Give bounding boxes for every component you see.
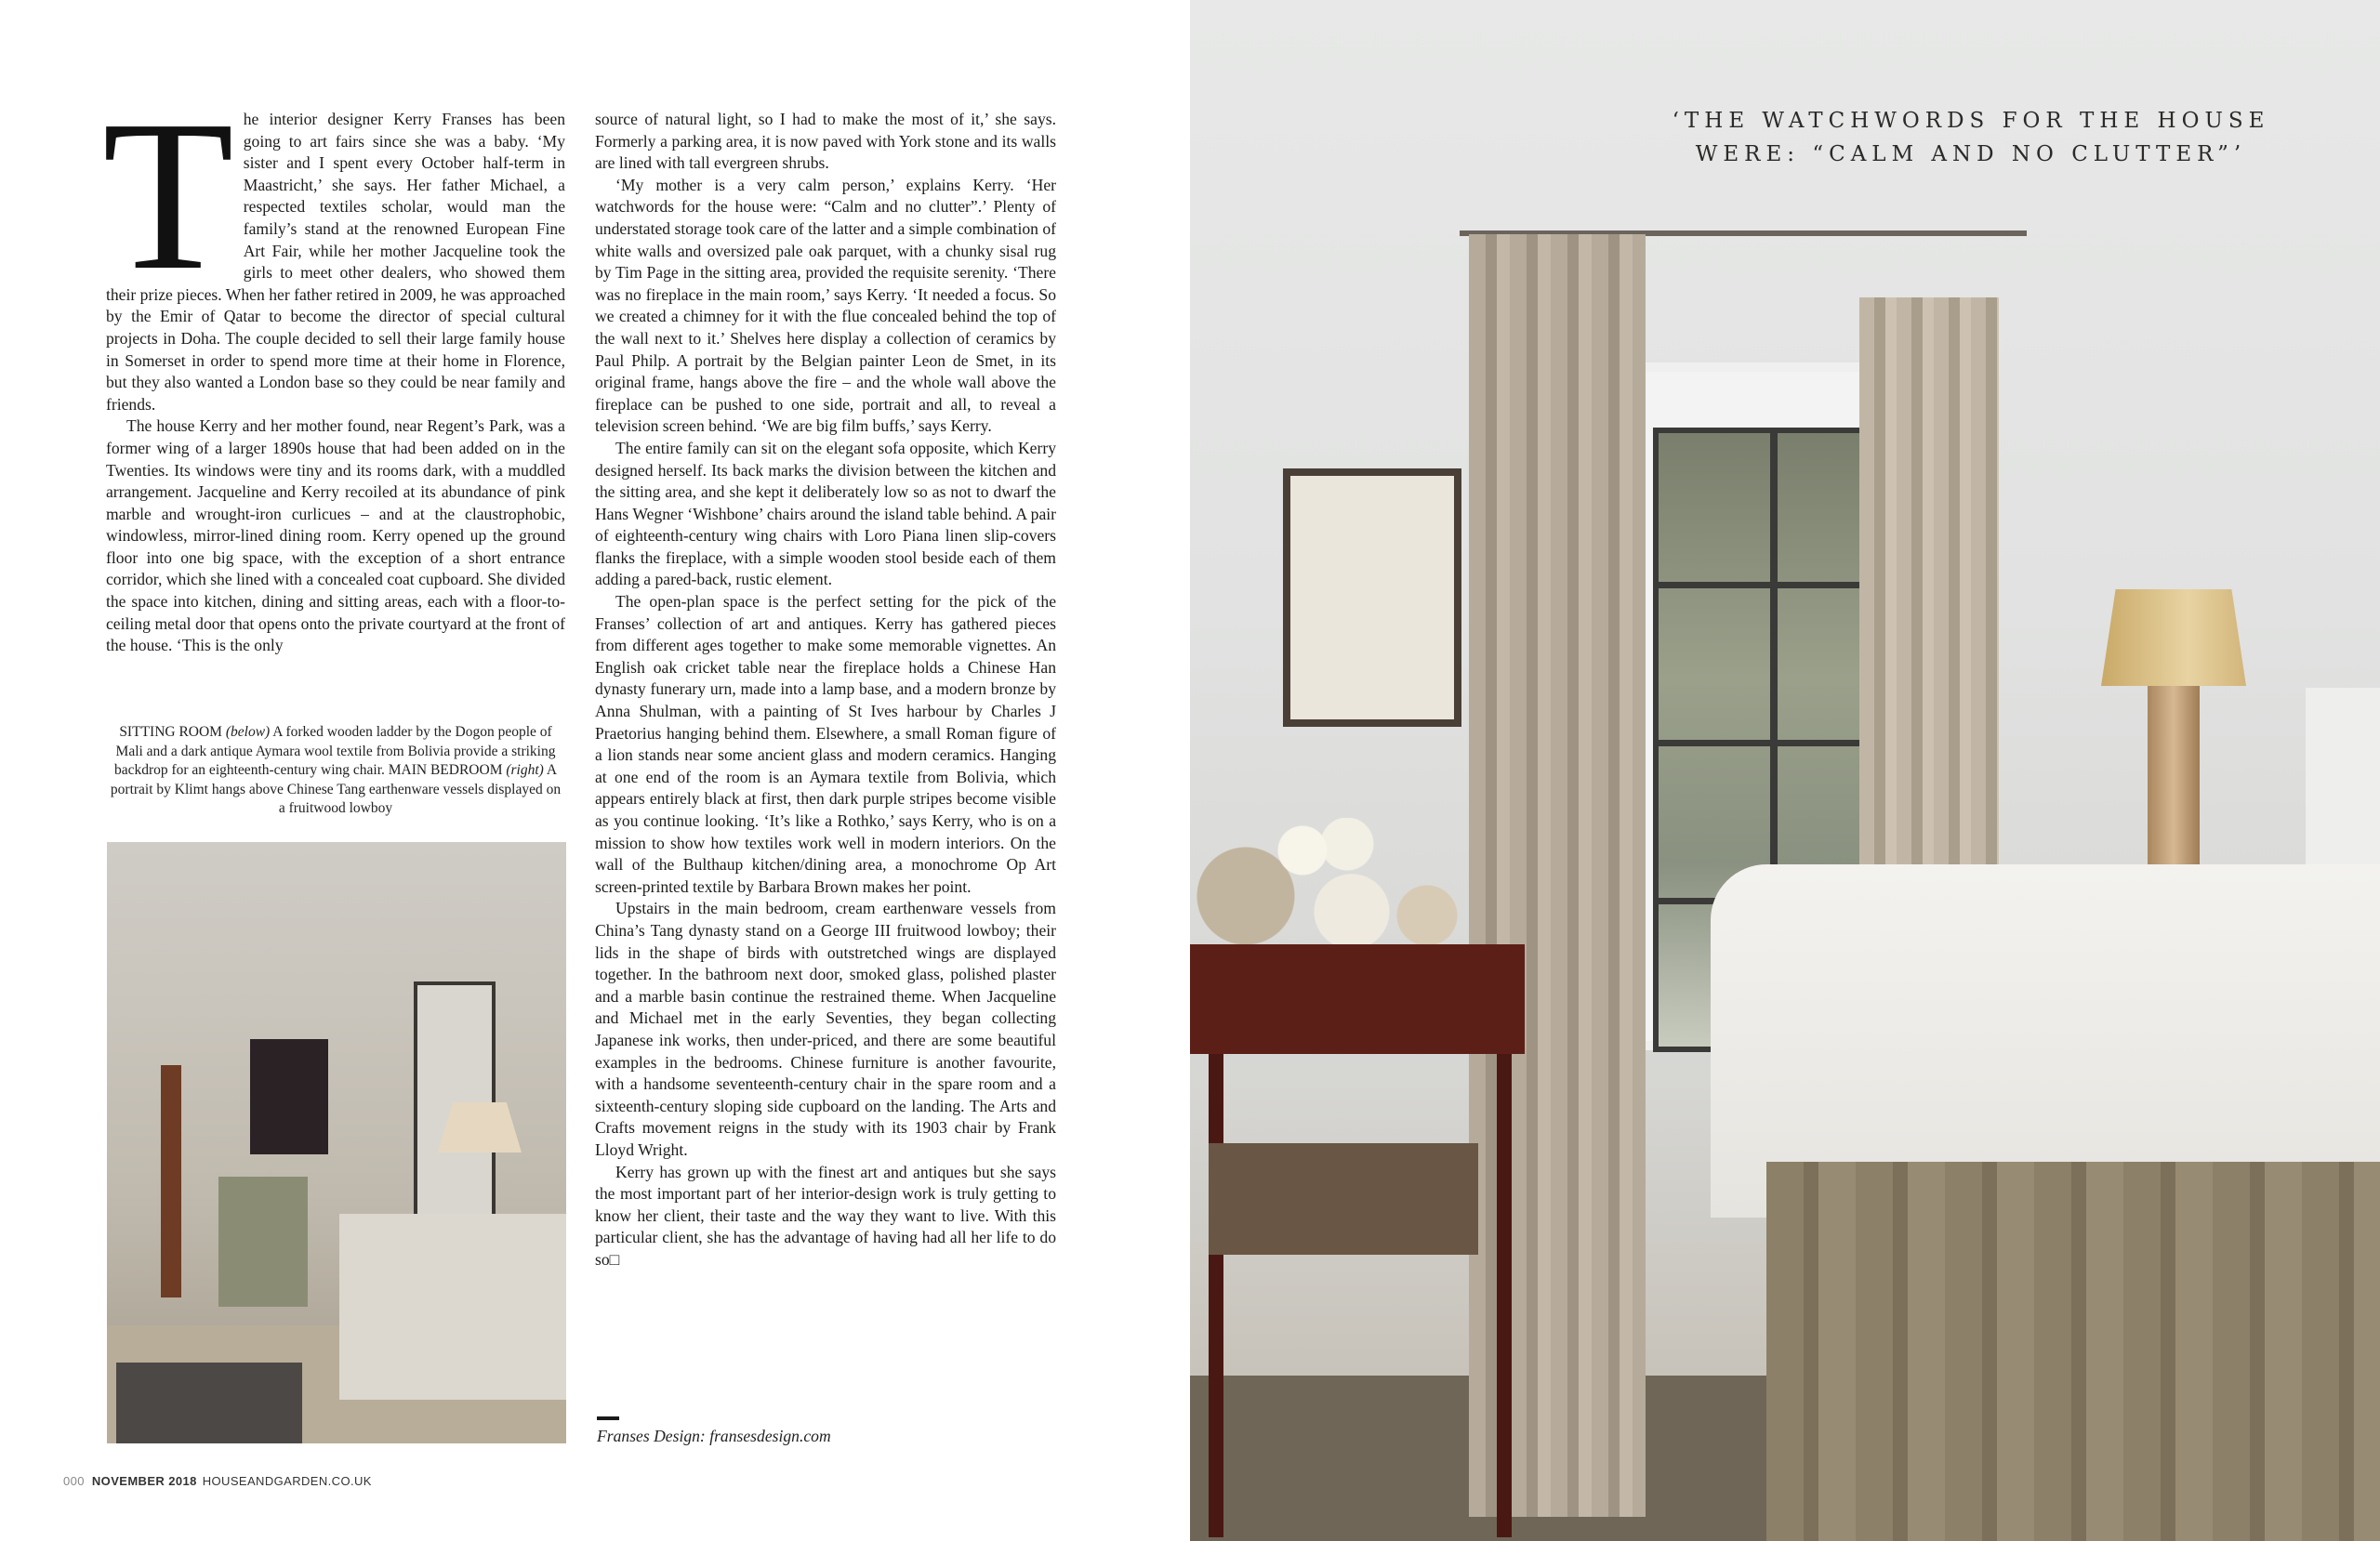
signoff-rule [597, 1416, 619, 1420]
paragraph-text: he interior designer Kerry Franses has been going to art fairs since she was a baby. ‘My sister and I spent every October half-term in Maastricht,’ she says. Her father Michael, a respected textiles scholar, would man the family’s stand at the renowned European Fine Art Fair, while her mother Jacqueline took the girls to meet other dealers, who showed them their prize pieces. When her father retired in 2009, he was approached by the Emir of Qatar to become the director of special cultural projects in Doha. The couple decided to sell their large family house in Somerset in order to spend more time at their home in Florence, but they also wanted a London base so they could be near family and friends. [106, 110, 565, 414]
pull-quote-line: ‘THE WATCHWORDS FOR THE HOUSE [1672, 109, 2270, 133]
caption-text: A portrait by Klimt hangs above Chinese Tang earthenware vessels displayed on a fruitwood lowboy [110, 762, 562, 816]
article-paragraph [595, 1162, 1056, 1271]
drop-cap: T [102, 76, 234, 315]
lamp-shade [2101, 589, 2246, 686]
sitting-room-photo [107, 842, 566, 1443]
caption-direction: (below) [225, 724, 271, 740]
signoff-credit: Franses Design: fransesdesign.com [597, 1427, 831, 1445]
site-name: HOUSEANDGARDEN.CO.UK [202, 1474, 372, 1488]
article-paragraph [102, 76, 565, 415]
article-paragraph: ‘My mother is a very calm person,’ explains Kerry. ‘Her watchwords for the house were: “Calm and no clutter”.’ Plenty of understated storage took care of the latter and a simple combination of white walls and oversized pale oak parquet, with a chunky sisal rug by Tim Page in the sitting area, provided the requisite serenity. ‘There was no fireplace in the main room,’ says Kerry. ‘It needed a focus. So we created a chimney for it with the flue concealed behind the top of the wall next to it.’ Shelves here display a collection of ceramics by Paul Philp. A portrait by the Belgian painter Leon de Smet, in its original frame, hangs above the fire – and the whole wall above the fireplace can be pushed to one side, portrait and all, to reveal a television screen behind. ‘We are big film buffs,’ says Kerry. [595, 175, 1056, 436]
end-mark: □ [609, 1249, 620, 1269]
article-paragraph: The open-plan space is the perfect setting for the pick of the Franses’ collection of art and antiques. Kerry has gathered pieces from different ages together to make some memorable vignettes. An English oak cricket table near the fireplace holds a Chinese Han dynasty funerary urn, made into a lamp base, and a modern bronze by Anna Shulman, with a painting of St Ives harbour by Charles J Praetorius hanging behind them. Elsewhere, a small Roman figure of a lion stands near some ancient glass and modern ceramics. Hanging at one end of the room is an Aymara textile from Bolivia, which appears entirely black at first, then dark purple stripes become visible as you continue looking. ‘It’s like a Rothko,’ says Kerry, who is on a mission to show how textiles work well in modern interiors. On the wall of the Bulthaup kitchen/dining area, a monochrome Op Art screen-printed textile by Barbara Brown makes her point. [595, 592, 1056, 896]
flower-arrangement [1269, 818, 1381, 883]
ottoman [116, 1363, 302, 1443]
wing-chair [218, 1177, 308, 1307]
article-column-1 [102, 76, 565, 657]
curtain-left [1469, 234, 1646, 1517]
article-column-2 [595, 109, 1056, 1271]
caption-label: MAIN BEDROOM [388, 762, 503, 778]
bed-skirt [1766, 1162, 2380, 1541]
article-paragraph: Upstairs in the main bedroom, cream earthenware vessels from China’s Tang dynasty stand on a George III fruitwood lowboy; their lids in the shape of birds with outstretched wings are displayed together. In the bathroom next door, smoked glass, polished plaster and a marble basin continue the restrained theme. When Jacqueline and Michael met in the early Seventies, they began collecting Japanese ink works, then under-priced, and there are some beautiful examples in the bedrooms. Chinese furniture is another favourite, with a handsome seventeenth-century chair in the spare room and a sixteenth-century sloping side cupboard on the landing. The Arts and Crafts movement reigns in the study with its 1903 chair by Frank Lloyd Wright. [595, 899, 1056, 1159]
article-paragraph: The entire family can sit on the elegant sofa opposite, which Kerry designed herself. Its back marks the division between the kitchen and the sitting area, and she kept it deliberately low so as not to dwarf the Hans Wegner ‘Wishbone’ chairs around the island table behind. A pair of eighteenth-century wing chairs with Loro Piana linen slip-covers flanks the fireplace, with a simple wooden stool beside each of them adding a pared-back, rustic element. [595, 438, 1056, 589]
caption-text: A forked wooden ladder by the Dogon people of Mali and a dark antique Aymara wool textile from Bolivia provide a striking backdrop for an eighteenth-century wing chair. [113, 724, 556, 778]
page-folio [63, 1474, 372, 1488]
page-number: 000 [63, 1474, 85, 1488]
caption-label: SITTING ROOM [119, 724, 222, 740]
stool [1209, 1143, 1478, 1255]
fruitwood-lowboy [1190, 944, 1525, 1054]
caption-direction: (right) [506, 762, 544, 778]
paragraph-text: Kerry has grown up with the finest art and antiques but she says the most important part of her interior-design work is truly getting to know her client, their taste and the way they want to live. With this particular client, she has the advantage of having had all her life to do so [595, 1162, 1056, 1269]
lowboy-leg [1209, 1054, 1223, 1537]
article-paragraph: source of natural light, so I had to make the most of it,’ she says. Formerly a parking area, it is now paved with York stone and its walls are lined with tall evergreen shrubs. [595, 110, 1056, 173]
dogon-ladder [161, 1065, 181, 1297]
aymara-textile [250, 1039, 328, 1154]
pull-quote [1599, 104, 2343, 171]
article-paragraph: The house Kerry and her mother found, near Regent’s Park, was a former wing of a larger 1890s house that had been added on in the Twenties. Its windows were tiny and its rooms dark, with a muddled arrangement. Jacqueline and Kerry recoiled at its abundance of pink marble and wrought-iron curlicues – and at the claustrophobic, windowless, mirror-lined dining room. Kerry opened up the ground floor into one big space, with the exception of a short entrance corridor, which she lined with a concealed coat cupboard. She divided the space into kitchen, dining and sitting areas, each with a floor-to-ceiling metal door that opens onto the private courtyard at the front of the house. ‘This is the only [106, 416, 565, 655]
sofa [339, 1214, 566, 1400]
bedroom-photo [1190, 0, 2380, 1541]
klimt-portrait [1283, 468, 1461, 727]
issue-date: NOVEMBER 2018 [91, 1474, 197, 1488]
pull-quote-line: WERE: “CALM AND NO CLUTTER”’ [1695, 142, 2247, 166]
photo-caption [106, 723, 565, 819]
lowboy-leg [1497, 1054, 1512, 1537]
